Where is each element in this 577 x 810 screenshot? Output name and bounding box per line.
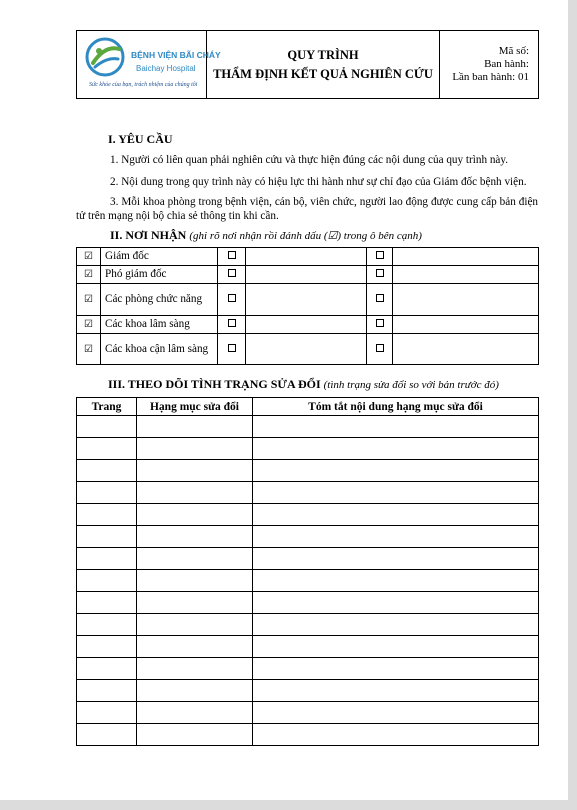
revision-summary-cell[interactable] [253,724,539,746]
recipients-table [76,247,539,365]
logo-hospital-name-en: Baichay Hospital [136,64,196,73]
recipient-blank [246,334,367,365]
logo-hospital-name: BỆNH VIỆN BÃI CHÁY [131,50,221,60]
recipient-blank [246,284,367,316]
revision-row [77,526,539,548]
revision-item-cell[interactable] [137,636,253,658]
revision-row [77,570,539,592]
revision-page-cell[interactable] [77,416,137,438]
recipient-blank [246,266,367,284]
empty-checkbox[interactable] [367,248,393,266]
revision-item-cell[interactable] [137,504,253,526]
recipient-blank [393,334,539,365]
empty-checkbox[interactable] [367,284,393,316]
recipient-checkbox[interactable]: ☑ [77,284,101,316]
empty-checkbox[interactable] [218,248,246,266]
empty-checkbox[interactable] [218,316,246,334]
empty-checkbox[interactable] [367,316,393,334]
revision-page-cell[interactable] [77,658,137,680]
revision-item-cell[interactable] [137,416,253,438]
document-info [440,31,539,99]
empty-checkbox[interactable] [218,334,246,365]
revision-item-cell[interactable] [137,438,253,460]
revisions-heading [108,377,499,392]
empty-checkbox[interactable] [367,266,393,284]
revision-row [77,680,539,702]
revision-summary-cell[interactable] [253,614,539,636]
revision-summary-cell[interactable] [253,416,539,438]
recipients-heading-title: II. NƠI NHẬN [110,228,187,242]
revision-row [77,548,539,570]
revision-item-cell[interactable] [137,526,253,548]
revision-item-cell[interactable] [137,460,253,482]
revision-row [77,702,539,724]
recipient-blank [246,316,367,334]
recipient-label: Các khoa lâm sàng [101,316,218,334]
revision-row [77,592,539,614]
revision-summary-cell[interactable] [253,482,539,504]
revision-item-cell[interactable] [137,658,253,680]
revision-page-cell[interactable] [77,724,137,746]
revision-page-cell[interactable] [77,680,137,702]
revision-page-cell[interactable] [77,460,137,482]
issue-number-label: Lần ban hành: 01 [452,71,529,83]
requirement-item-2: 2. Nội dung trong quy trình này có hiệu lực thi hành như sự chỉ đạo của Giám đốc bệnh viện. [110,176,527,188]
revisions-header-row [77,398,539,416]
logo-cell [77,31,221,99]
recipient-label: Giám đốc [101,248,218,266]
hospital-logo-icon [85,37,125,77]
revision-item-cell[interactable] [137,548,253,570]
revision-page-cell[interactable] [77,592,137,614]
requirement-item-1: 1. Người có liên quan phải nghiên cứu và thực hiện đúng các nội dung của quy trình này. [110,154,509,166]
revision-page-cell[interactable] [77,504,137,526]
recipient-row [77,316,539,334]
empty-checkbox[interactable] [218,284,246,316]
revision-page-cell[interactable] [77,526,137,548]
revision-page-cell[interactable] [77,482,137,504]
recipient-blank [246,248,367,266]
recipients-heading-note: (ghi rõ nơi nhận rồi đánh dấu (☑) trong ô bên cạnh) [189,230,422,242]
revision-item-cell[interactable] [137,724,253,746]
column-header-page: Trang [77,398,137,416]
page-edge-right [568,0,577,810]
column-header-item: Hạng mục sửa đổi [137,398,253,416]
revision-row [77,460,539,482]
revisions-heading-note: (tình trạng sửa đổi so với bản trước đó) [323,379,499,391]
revisions-table [76,397,539,746]
revision-summary-cell[interactable] [253,504,539,526]
requirement-item-3: 3. Mỗi khoa phòng trong bệnh viện, cán bộ, viên chức, người lao động được cung cấp bản điện tử trên mạng nội bộ chia sẻ thông tin khi cần. [76,196,538,222]
recipients-heading [110,228,422,243]
revision-summary-cell[interactable] [253,636,539,658]
issued-label: Ban hành: [484,58,529,70]
recipient-blank [393,248,539,266]
revision-row [77,724,539,746]
empty-checkbox[interactable] [218,266,246,284]
recipient-checkbox[interactable]: ☑ [77,248,101,266]
revision-row [77,438,539,460]
revision-page-cell[interactable] [77,614,137,636]
recipient-blank [393,284,539,316]
revision-page-cell[interactable] [77,702,137,724]
revision-summary-cell[interactable] [253,680,539,702]
revision-row [77,482,539,504]
document-title [207,31,440,99]
revision-item-cell[interactable] [137,680,253,702]
title-line-1: QUY TRÌNH [287,47,359,62]
revision-row [77,636,539,658]
revision-row [77,416,539,438]
document-header [76,30,539,99]
revision-summary-cell[interactable] [253,548,539,570]
logo-slogan: Sức khỏe của bạn, trách nhiệm của chúng tôi [89,82,198,88]
recipient-blank [393,316,539,334]
revision-row [77,614,539,636]
code-label: Mã số: [498,45,529,57]
revision-summary-cell[interactable] [253,570,539,592]
revisions-heading-title: III. THEO DÕI TÌNH TRẠNG SỬA ĐỔI [108,377,321,391]
recipient-blank [393,266,539,284]
recipient-checkbox[interactable]: ☑ [77,316,101,334]
revision-summary-cell[interactable] [253,702,539,724]
revision-item-cell[interactable] [137,570,253,592]
revision-item-cell[interactable] [137,614,253,636]
revision-row [77,504,539,526]
recipient-checkbox[interactable]: ☑ [77,334,101,365]
revision-summary-cell[interactable] [253,526,539,548]
revision-summary-cell[interactable] [253,460,539,482]
revision-summary-cell[interactable] [253,658,539,680]
revision-summary-cell[interactable] [253,438,539,460]
recipient-row [77,248,539,266]
revision-page-cell[interactable] [77,570,137,592]
recipient-row [77,284,539,316]
revision-item-cell[interactable] [137,592,253,614]
recipient-row [77,334,539,365]
revision-item-cell[interactable] [137,482,253,504]
revision-page-cell[interactable] [77,636,137,658]
empty-checkbox[interactable] [367,334,393,365]
recipient-label: Phó giám đốc [101,266,218,284]
recipient-label: Các phòng chức năng [101,284,218,316]
revision-row [77,658,539,680]
recipient-row [77,266,539,284]
revision-page-cell[interactable] [77,548,137,570]
requirements-heading: I. YÊU CẦU [108,132,173,146]
revision-summary-cell[interactable] [253,592,539,614]
column-header-summary: Tóm tắt nội dung hạng mục sửa đổi [253,398,539,416]
recipient-checkbox[interactable]: ☑ [77,266,101,284]
revision-item-cell[interactable] [137,702,253,724]
recipient-label: Các khoa cận lâm sàng [101,334,218,365]
page-edge-bottom [0,800,577,810]
revisions-body [77,416,539,746]
revision-page-cell[interactable] [77,438,137,460]
title-line-2: THẨM ĐỊNH KẾT QUẢ NGHIÊN CỨU [213,66,433,81]
